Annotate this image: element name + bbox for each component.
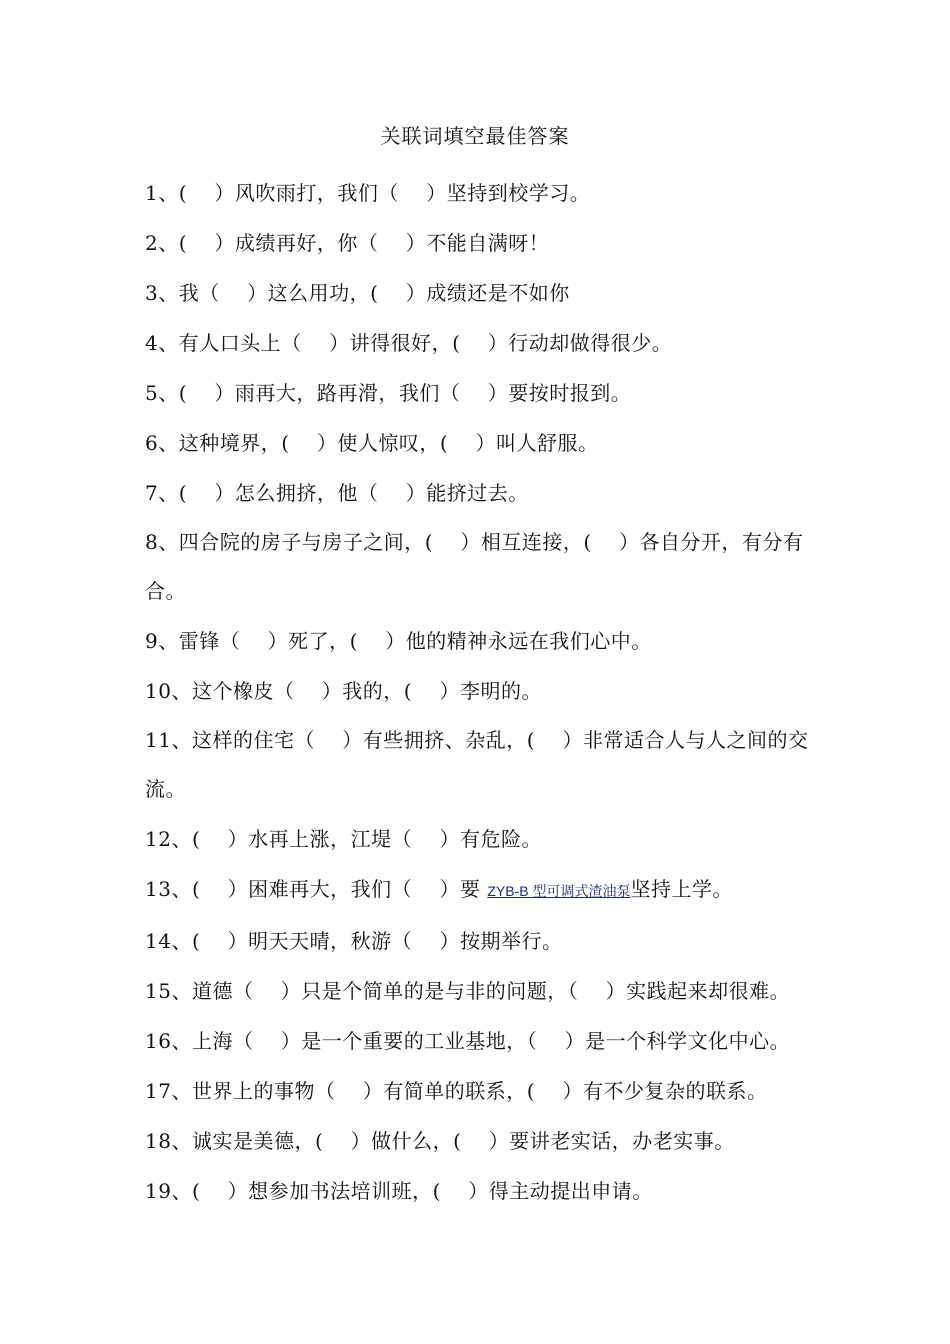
document-title: 关联词填空最佳答案	[380, 124, 570, 148]
question-item: 4、有人口头上（ ）讲得很好，( ）行动却做得很少。	[145, 331, 673, 355]
question-item: 2、( ）成绩再好，你（ ）不能自满呀！	[145, 231, 550, 255]
question-tail: 坚持上学。	[630, 877, 733, 901]
question-text: 13、( ）困难再大，我们（ ）要	[145, 877, 488, 901]
question-item: 10、这个橡皮（ ）我的，( ）李明的。	[145, 679, 542, 703]
question-item: 3、我（ ）这么用功，( ）成绩还是不如你	[145, 281, 570, 305]
question-item: 12、( ）水再上涨，江堤（ ）有危险。	[145, 827, 542, 851]
question-item: 7、( ）怎么拥挤，他（ ）能挤过去。	[145, 481, 529, 505]
question-item: 17、世界上的事物（ ）有简单的联系，( ）有不少复杂的联系。	[145, 1079, 768, 1103]
product-link[interactable]: ZYB-B 型可调式渣油泵	[487, 883, 631, 899]
question-list	[145, 168, 815, 1216]
question-item-13	[145, 864, 815, 916]
question-item: 8、四合院的房子与房子之间，( ）相互连接，( ）各自分开，有分有合。	[145, 530, 804, 603]
question-item: 15、道德（ ）只是个简单的是与非的问题，（ ）实践起来却很难。	[145, 979, 791, 1003]
question-item: 1、( ）风吹雨打，我们（ ）坚持到校学习。	[145, 181, 591, 205]
question-item: 5、( ）雨再大，路再滑，我们（ ）要按时报到。	[145, 381, 632, 405]
question-item: 19、( ）想参加书法培训班，( ）得主动提出申请。	[145, 1179, 653, 1203]
question-item: 9、雷锋（ ）死了，( ）他的精神永远在我们心中。	[145, 629, 652, 653]
question-item: 11、这样的住宅（ ）有些拥挤、杂乱，( ）非常适合人与人之间的交流。	[145, 728, 809, 801]
question-item: 16、上海（ ）是一个重要的工业基地，（ ）是一个科学文化中心。	[145, 1029, 791, 1053]
question-item: 18、诚实是美德，( ）做什么，( ）要讲老实话，办老实事。	[145, 1129, 735, 1153]
question-item: 6、这种境界，( ）使人惊叹，( ）叫人舒服。	[145, 431, 599, 455]
question-item: 14、( ）明天天晴，秋游（ ）按期举行。	[145, 929, 563, 953]
